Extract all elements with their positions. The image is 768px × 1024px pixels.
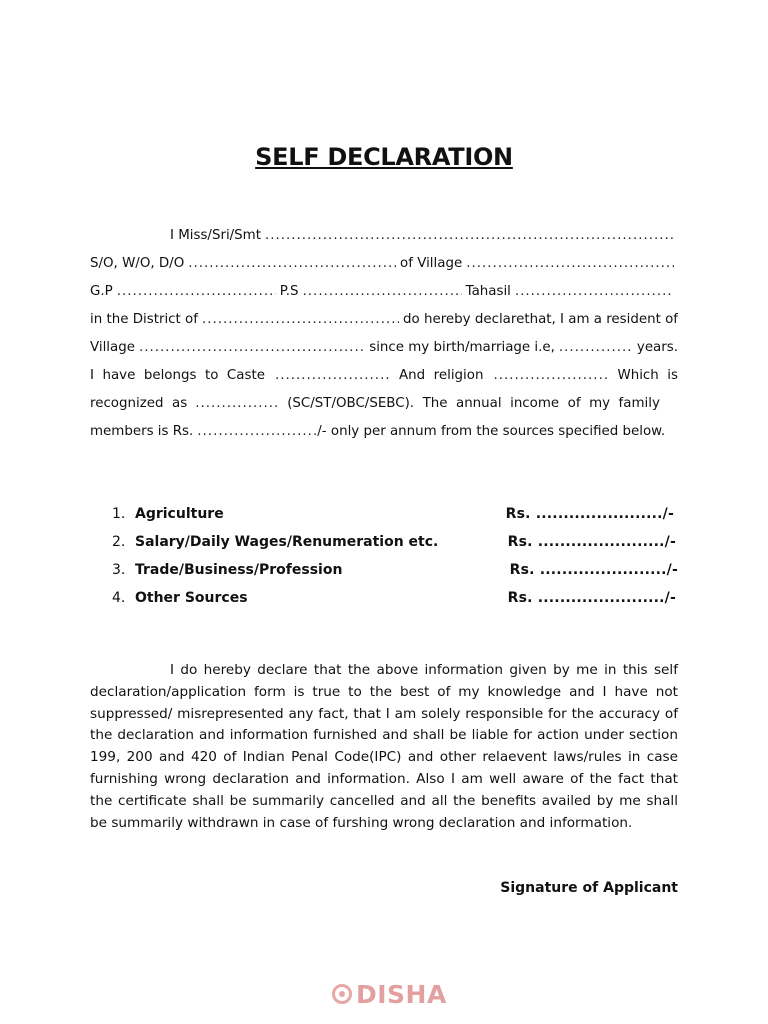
category-blank[interactable] xyxy=(195,390,279,418)
relation-blank[interactable] xyxy=(188,250,396,278)
caste-line xyxy=(90,362,678,390)
name-line xyxy=(90,222,678,250)
caste-label: I have belongs to Caste xyxy=(90,368,265,383)
declaration-fields xyxy=(90,222,678,446)
list-number: 4. xyxy=(112,590,126,606)
village-blank[interactable] xyxy=(466,250,674,278)
district-blank[interactable] xyxy=(202,306,399,334)
source-label: Salary/Daily Wages/Renumeration etc. xyxy=(135,534,439,550)
district-line xyxy=(90,306,678,334)
recognized-label: recognized as xyxy=(90,396,188,411)
list-number: 2. xyxy=(112,534,126,550)
category-text: (SC/ST/OBC/SEBC). The annual income of my family xyxy=(287,396,660,411)
since-text: since my birth/marriage i.e, xyxy=(369,340,555,355)
declaration-paragraph: I do hereby declare that the above information given by me in this self declaration/application form is true to the best of my knowledge and I have not suppressed/ misrepresented any fact, that I am solely responsible for the accuracy of the declaration and information furnished and shall be liable for action under section 199, 200 and 420 of Indian Penal Code(IPC) and other relaevent laws/rules in case furnishing wrong declaration and information. Also I am well aware of the fact that the certificate shall be summarily cancelled and all the benefits availed by me shall be summarily withdrawn in case of furshing wrong declaration and information. xyxy=(90,662,678,831)
list-item xyxy=(112,584,678,612)
relation-line xyxy=(90,250,678,278)
years-blank[interactable] xyxy=(559,334,633,362)
list-number: 1. xyxy=(112,506,126,522)
amount-blank[interactable]: Rs. ......................./- xyxy=(507,534,676,550)
village-label: of Village xyxy=(400,256,463,271)
watermark-logo xyxy=(330,978,447,1018)
list-number: 3. xyxy=(112,562,126,578)
source-label: Other Sources xyxy=(135,590,248,606)
years-label: years. xyxy=(636,340,678,355)
amount-blank[interactable]: Rs. ......................./- xyxy=(505,506,674,522)
religion-label: And religion xyxy=(398,368,484,383)
gp-blank[interactable] xyxy=(117,278,276,306)
residence-village-label: Village xyxy=(90,340,135,355)
source-label: Trade/Business/Profession xyxy=(135,562,343,578)
name-label: I Miss/Sri/Smt xyxy=(170,228,261,243)
tahasil-label: Tahasil xyxy=(465,284,511,299)
page-title: SELF DECLARATION xyxy=(255,143,513,171)
gp-label: G.P xyxy=(90,284,113,299)
income-label: members is Rs. xyxy=(90,424,194,439)
religion-blank[interactable] xyxy=(493,362,607,390)
gp-line xyxy=(90,278,678,306)
source-label: Agriculture xyxy=(135,506,224,522)
name-blank[interactable] xyxy=(265,222,674,250)
odisha-logo-icon xyxy=(332,984,352,1004)
caste-blank[interactable] xyxy=(275,362,389,390)
income-source-list xyxy=(112,500,678,612)
signature-label: Signature of Applicant xyxy=(500,880,678,896)
income-line xyxy=(90,418,678,446)
amount-blank[interactable]: Rs. ......................./- xyxy=(507,590,676,606)
income-blank[interactable] xyxy=(197,418,317,446)
which-is-text: Which is xyxy=(617,368,678,383)
relation-label: S/O, W/O, D/O xyxy=(90,256,185,271)
watermark-text: DISHA xyxy=(356,980,447,1009)
list-item xyxy=(112,556,678,584)
resident-text: do hereby declarethat, I am a resident of xyxy=(403,312,678,327)
list-item xyxy=(112,528,678,556)
residence-line xyxy=(90,334,678,362)
district-label: in the District of xyxy=(90,312,198,327)
tahasil-blank[interactable] xyxy=(515,278,674,306)
residence-village-blank[interactable] xyxy=(139,334,365,362)
category-line xyxy=(90,390,678,418)
income-text: /- only per annum from the sources specified below. xyxy=(317,424,666,439)
ps-blank[interactable] xyxy=(303,278,462,306)
list-item xyxy=(112,500,678,528)
ps-label: P.S xyxy=(279,284,299,299)
amount-blank[interactable]: Rs. ......................./- xyxy=(509,562,678,578)
